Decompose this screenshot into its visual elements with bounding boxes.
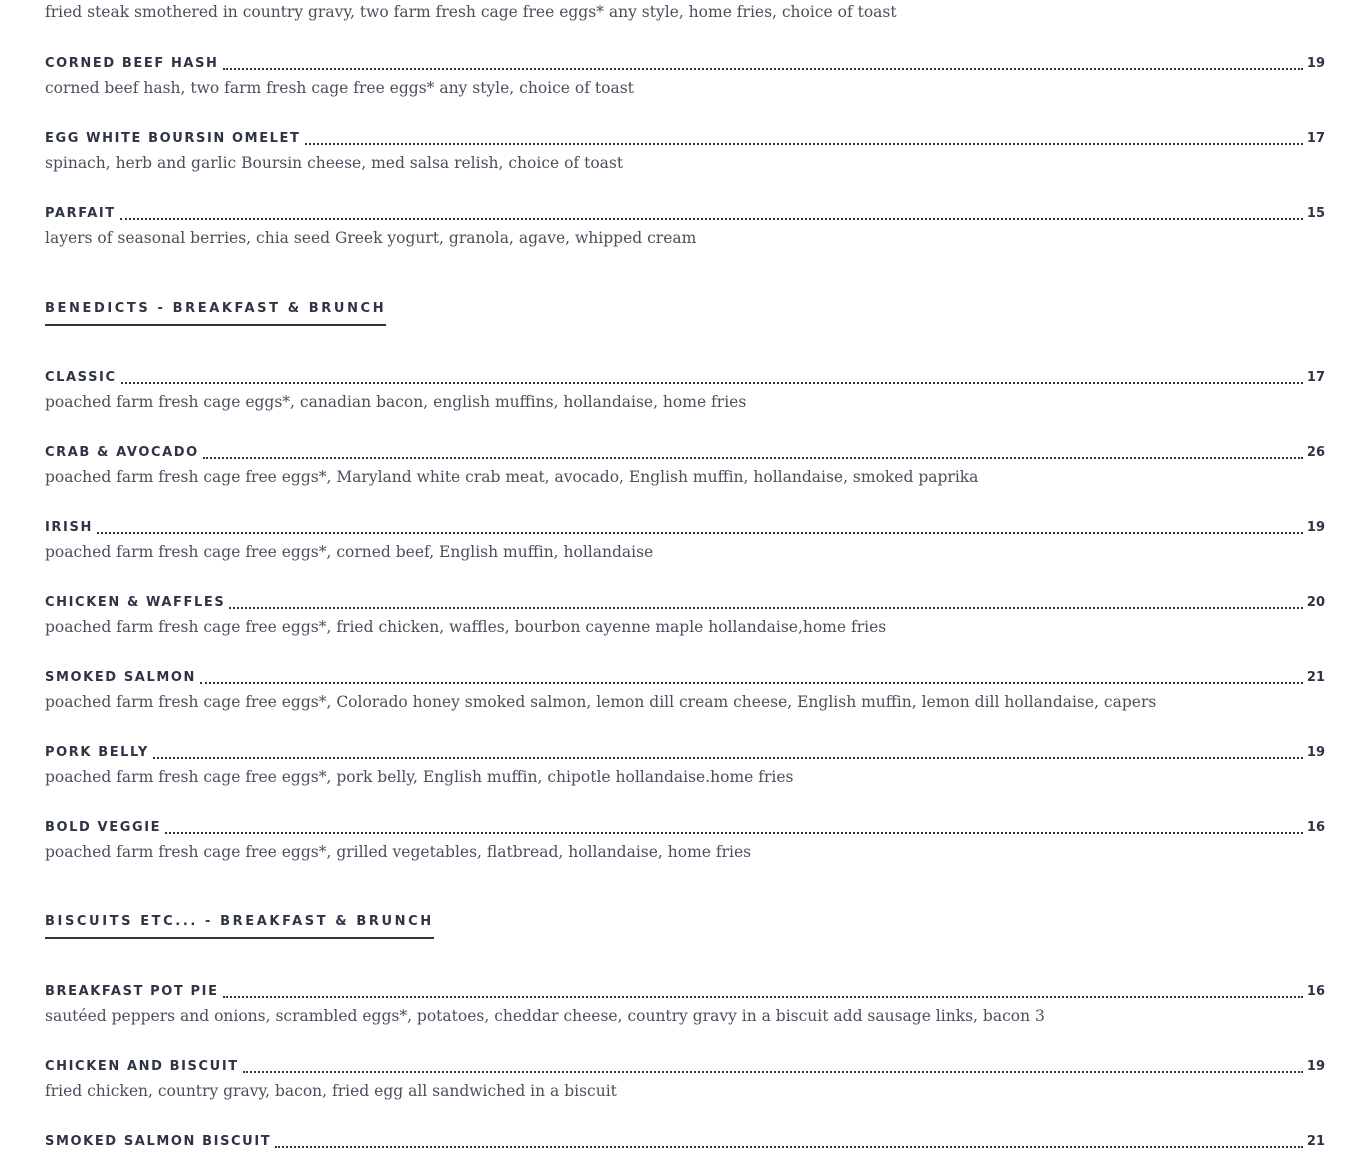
item-price: 20: [1306, 595, 1325, 610]
item-price: 17: [1306, 131, 1325, 146]
item-price: 17: [1306, 370, 1325, 385]
item-name: SMOKED SALMON: [45, 670, 196, 685]
item-name: PARFAIT: [45, 206, 116, 221]
menu-item: [45, 980, 1325, 1030]
item-name: CHICKEN & WAFFLES: [45, 595, 226, 610]
dotted-leader: [121, 381, 1303, 384]
menu-item: [45, 816, 1325, 866]
item-price: 16: [1306, 984, 1325, 999]
dotted-leader: [165, 831, 1303, 834]
item-name: CRAB & AVOCADO: [45, 445, 199, 460]
item-price: 16: [1306, 820, 1325, 835]
item-description: poached farm fresh cage free eggs*, Colorado honey smoked salmon, lemon dill cream cheese, English muffin, lemon dill hollandaise, capers: [45, 693, 1157, 711]
item-description: poached farm fresh cage free eggs*, corned beef, English muffin, hollandaise: [45, 543, 654, 561]
menu-item: [45, 441, 1325, 491]
menu-item: [45, 366, 1325, 416]
dotted-leader: [97, 531, 1303, 534]
item-name: IRISH: [45, 520, 93, 535]
menu-item: [45, 591, 1325, 641]
item-description: corned beef hash, two farm fresh cage free eggs* any style, choice of toast: [45, 79, 634, 97]
menu-item: [45, 127, 1325, 177]
menu-item: [45, 1130, 1325, 1152]
item-description: poached farm fresh cage free eggs*, Maryland white crab meat, avocado, English muffin, hollandaise, smoked paprika: [45, 468, 979, 486]
item-name: CLASSIC: [45, 370, 117, 385]
item-description: layers of seasonal berries, chia seed Greek yogurt, granola, agave, whipped cream: [45, 229, 697, 247]
section-heading-biscuits: BISCUITS ETC... - BREAKFAST & BRUNCH: [45, 914, 434, 939]
item-price: 19: [1306, 56, 1325, 71]
dotted-leader: [200, 681, 1303, 684]
item-description: spinach, herb and garlic Boursin cheese, med salsa relish, choice of toast: [45, 154, 624, 172]
item-price: 19: [1306, 745, 1325, 760]
item-price: 21: [1306, 1134, 1325, 1149]
item-price: 19: [1306, 1059, 1325, 1074]
item-name: CHICKEN AND BISCUIT: [45, 1059, 239, 1074]
item-name: BREAKFAST POT PIE: [45, 984, 219, 999]
menu-item: [45, 666, 1325, 716]
menu-item: [45, 202, 1325, 252]
item-price: 21: [1306, 670, 1325, 685]
menu-item: [45, 741, 1325, 791]
item-description: fried steak smothered in country gravy, two farm fresh cage free eggs* any style, home fries, choice of toast: [45, 3, 897, 21]
item-description: poached farm fresh cage free eggs*, fried chicken, waffles, bourbon cayenne maple hollandaise,home fries: [45, 618, 887, 636]
item-name: EGG WHITE BOURSIN OMELET: [45, 131, 301, 146]
item-name: CORNED BEEF HASH: [45, 56, 219, 71]
dotted-leader: [153, 756, 1303, 759]
dotted-leader: [229, 606, 1303, 609]
item-price: 15: [1306, 206, 1325, 221]
item-description: poached farm fresh cage free eggs*, grilled vegetables, flatbread, hollandaise, home fries: [45, 843, 752, 861]
menu-item: [45, 1055, 1325, 1105]
item-name: BOLD VEGGIE: [45, 820, 162, 835]
dotted-leader: [120, 217, 1303, 220]
dotted-leader: [203, 456, 1303, 459]
dotted-leader: [275, 1145, 1303, 1148]
item-description: fried chicken, country gravy, bacon, fried egg all sandwiched in a biscuit: [45, 1082, 617, 1100]
menu-item: [45, 516, 1325, 566]
item-price: 19: [1306, 520, 1325, 535]
item-description: sautéed peppers and onions, scrambled eggs*, potatoes, cheddar cheese, country gravy in a biscuit add sausage links, bacon 3: [45, 1007, 1045, 1025]
item-name: PORK BELLY: [45, 745, 149, 760]
dotted-leader: [223, 995, 1303, 998]
menu-item: [45, 52, 1325, 102]
dotted-leader: [223, 67, 1303, 70]
item-description: poached farm fresh cage eggs*, canadian bacon, english muffins, hollandaise, home fries: [45, 393, 747, 411]
dotted-leader: [305, 142, 1303, 145]
item-name: SMOKED SALMON BISCUIT: [45, 1134, 272, 1149]
section-heading-benedicts: BENEDICTS - BREAKFAST & BRUNCH: [45, 301, 386, 326]
item-price: 26: [1306, 445, 1325, 460]
dotted-leader: [243, 1070, 1303, 1073]
item-description: poached farm fresh cage free eggs*, pork belly, English muffin, chipotle hollandaise.home fries: [45, 768, 794, 786]
